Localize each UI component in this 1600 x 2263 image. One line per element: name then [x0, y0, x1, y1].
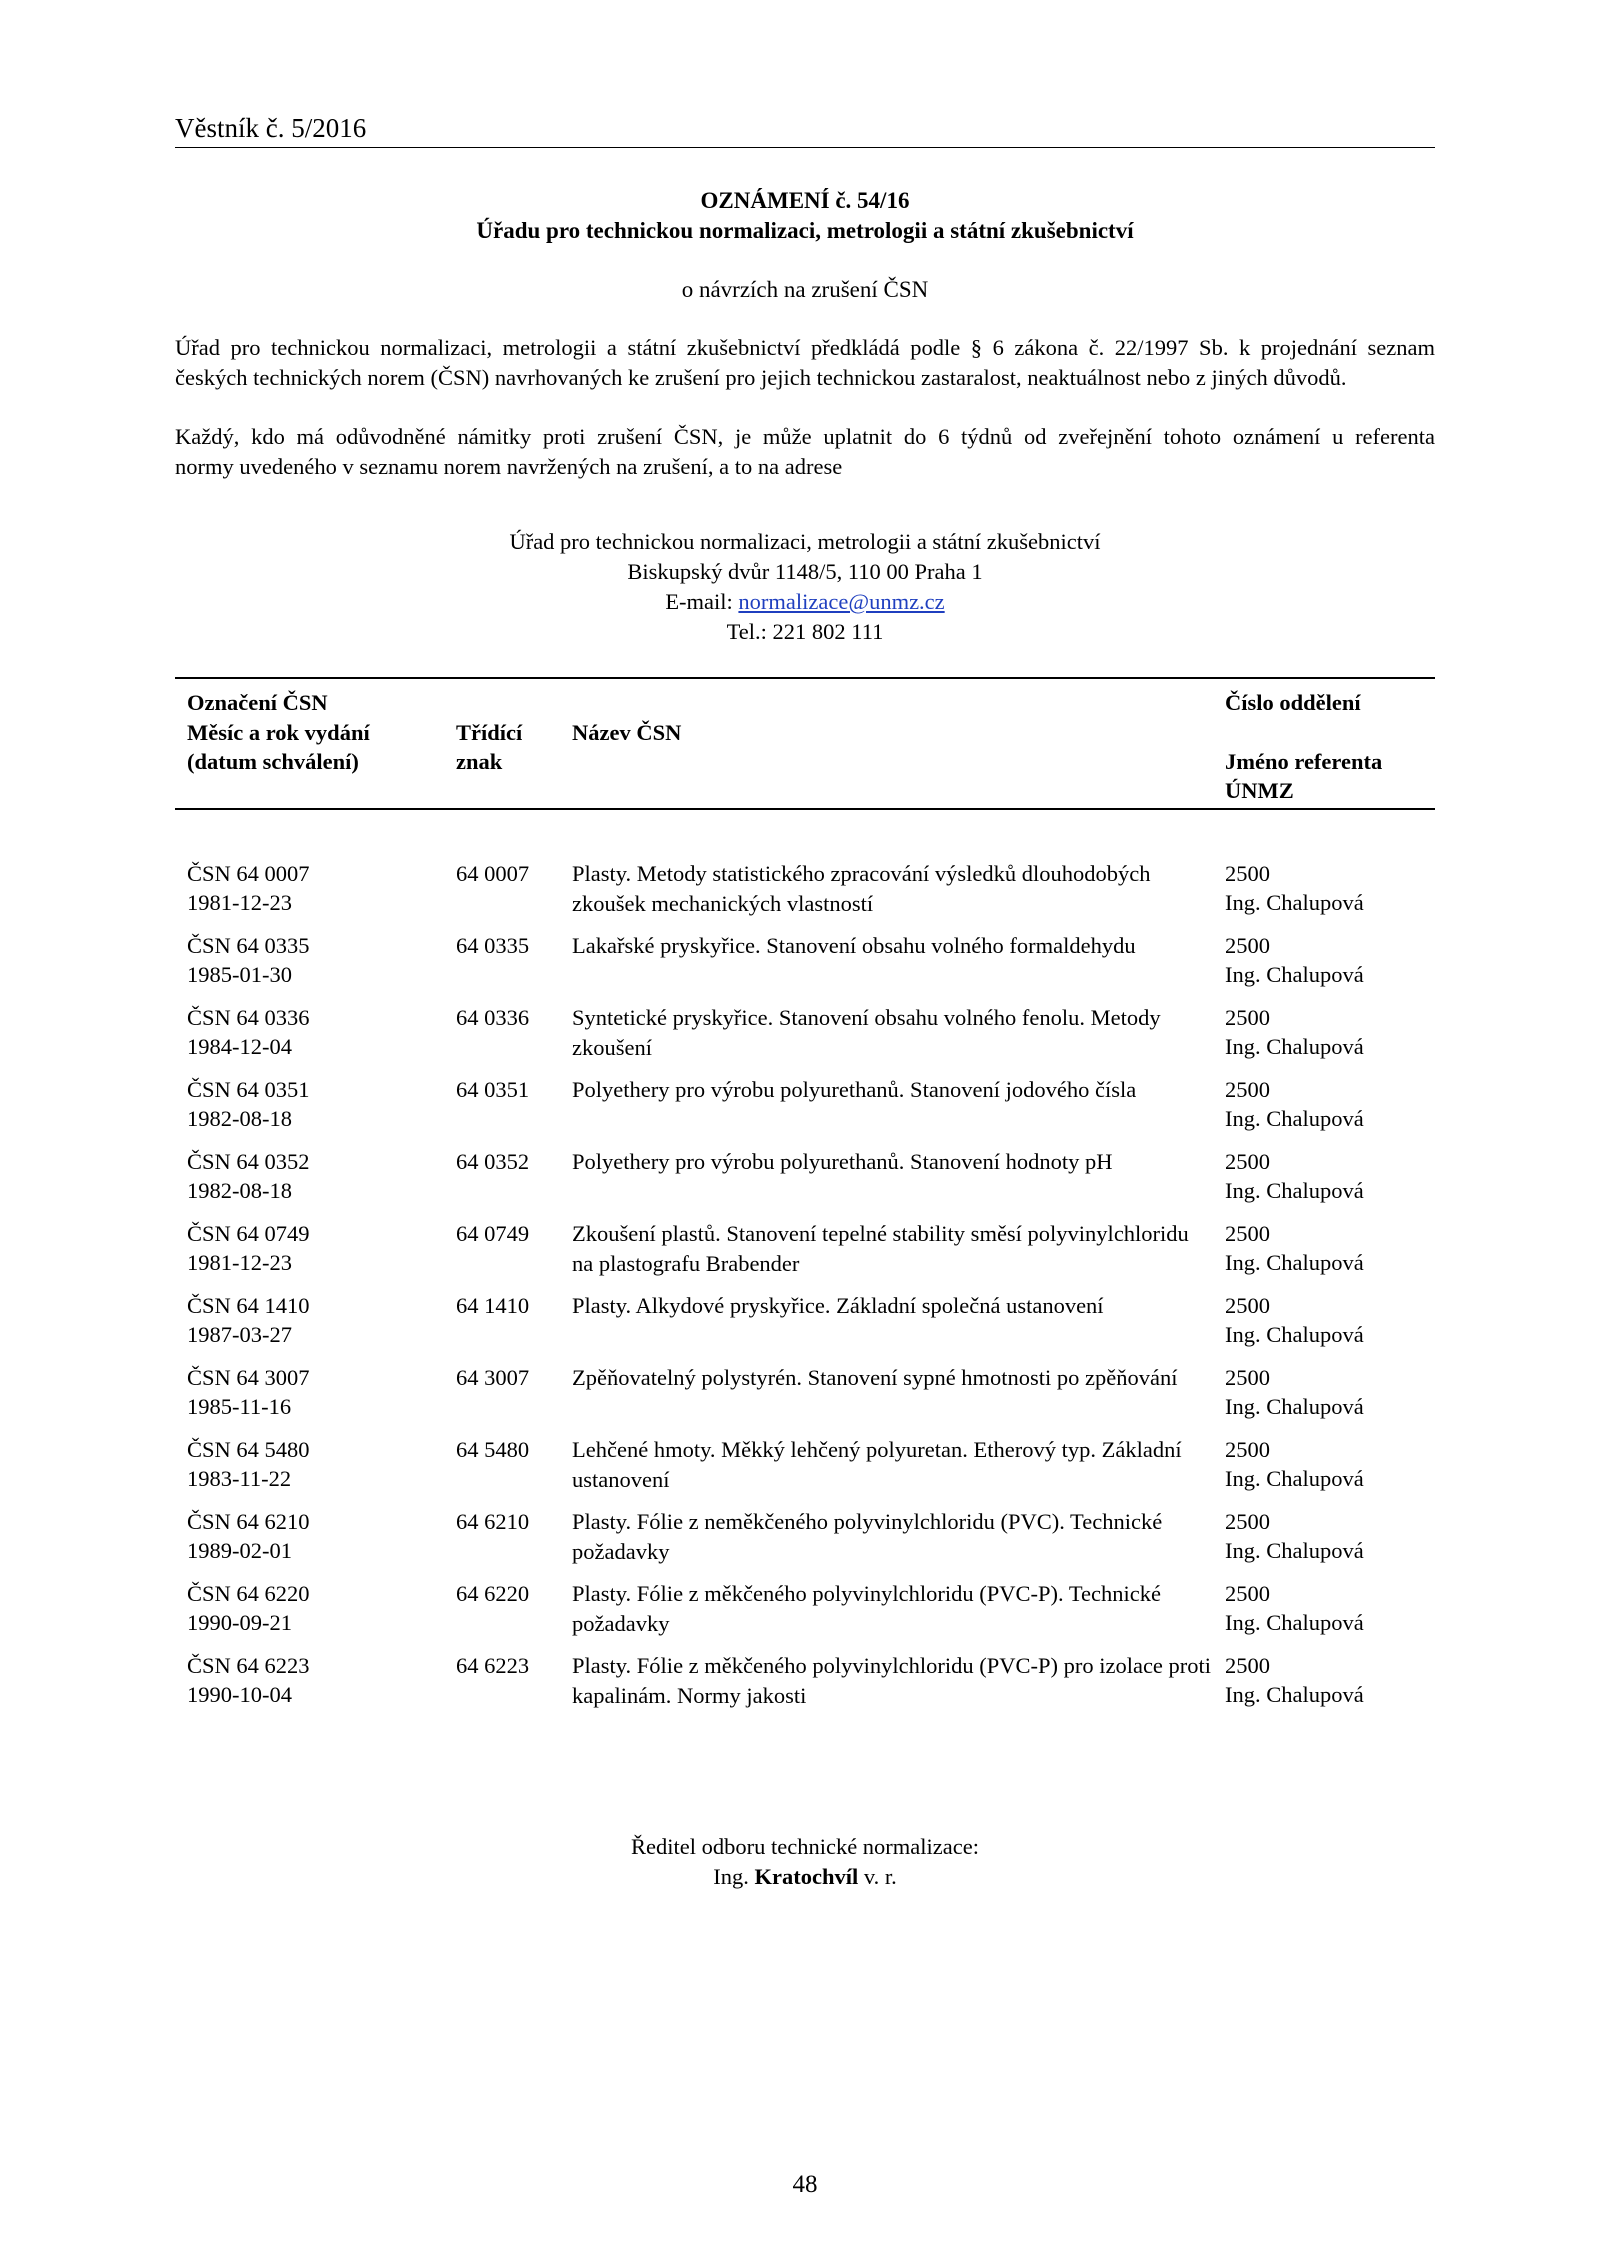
- table-row: [0, 1003, 1600, 1075]
- header-department: Číslo oddělení: [1225, 690, 1361, 715]
- notice-subject: o návrzích na zrušení ČSN: [681, 277, 929, 302]
- table-row: [0, 931, 1600, 1003]
- table-row: [0, 1651, 1600, 1723]
- sort-code: 64 0351: [456, 1077, 530, 1102]
- referent-name: Ing. Chalupová: [1225, 890, 1364, 915]
- table-row: [0, 1147, 1600, 1219]
- department-number: 2500: [1225, 1149, 1270, 1174]
- csn-number: ČSN 64 1410: [187, 1293, 310, 1318]
- referent-name: Ing. Chalupová: [1225, 1034, 1364, 1059]
- department-number: 2500: [1225, 1581, 1270, 1606]
- header-referent: Jméno referenta: [1225, 749, 1383, 774]
- referent-name: Ing. Chalupová: [1225, 962, 1364, 987]
- email-label: E-mail:: [665, 589, 739, 614]
- standard-title: Plasty. Fólie z měkčeného polyvinylchloridu (PVC-P). Technické požadavky: [572, 1581, 1161, 1636]
- issue-date: 1989-02-01: [187, 1538, 292, 1563]
- address-street: Biskupský dvůr 1148/5, 110 00 Praha 1: [627, 559, 983, 584]
- csn-number: ČSN 64 0335: [187, 933, 310, 958]
- table-row: [0, 859, 1600, 931]
- sort-code: 64 0336: [456, 1005, 530, 1030]
- sort-code: 64 0335: [456, 933, 530, 958]
- signature-role: Ředitel odboru technické normalizace:: [631, 1834, 979, 1859]
- sort-code: 64 0007: [456, 861, 530, 886]
- header-approval-date: (datum schválení): [187, 749, 359, 774]
- header-unmz: ÚNMZ: [1225, 778, 1294, 803]
- department-number: 2500: [1225, 933, 1270, 958]
- table-row: [0, 1291, 1600, 1363]
- referent-name: Ing. Chalupová: [1225, 1394, 1364, 1419]
- csn-number: ČSN 64 6223: [187, 1653, 310, 1678]
- header-rule: [175, 147, 1435, 148]
- sort-code: 64 5480: [456, 1437, 530, 1462]
- csn-number: ČSN 64 3007: [187, 1365, 310, 1390]
- referent-name: Ing. Chalupová: [1225, 1106, 1364, 1131]
- referent-name: Ing. Chalupová: [1225, 1466, 1364, 1491]
- issue-date: 1987-03-27: [187, 1322, 292, 1347]
- standard-title: Plasty. Fólie z neměkčeného polyvinylchloridu (PVC). Technické požadavky: [572, 1509, 1163, 1564]
- standard-title: Zkoušení plastů. Stanovení tepelné stability směsí polyvinylchloridu na plastografu Brabender: [572, 1221, 1189, 1276]
- table-row: [0, 1507, 1600, 1579]
- issue-date: 1990-10-04: [187, 1682, 292, 1707]
- table-row: [0, 1363, 1600, 1435]
- signature-name: [175, 1862, 1435, 1892]
- issue-date: 1983-11-22: [187, 1466, 292, 1491]
- address-phone: Tel.: 221 802 111: [726, 619, 884, 644]
- department-number: 2500: [1225, 1077, 1270, 1102]
- address-email-line: [175, 587, 1435, 617]
- standard-title: Lakařské pryskyřice. Stanovení obsahu volného formaldehydu: [572, 933, 1136, 958]
- csn-number: ČSN 64 0352: [187, 1149, 310, 1174]
- csn-number: ČSN 64 0351: [187, 1077, 310, 1102]
- standard-title: Polyethery pro výrobu polyurethanů. Stanovení hodnoty pH: [572, 1149, 1113, 1174]
- issue-date: 1985-01-30: [187, 962, 292, 987]
- address-name: Úřad pro technickou normalizaci, metrologii a státní zkušebnictví: [509, 529, 1101, 554]
- department-number: 2500: [1225, 1221, 1270, 1246]
- referent-name: Ing. Chalupová: [1225, 1610, 1364, 1635]
- sort-code: 64 3007: [456, 1365, 530, 1390]
- department-number: 2500: [1225, 1653, 1270, 1678]
- issue-date: 1985-11-16: [187, 1394, 292, 1419]
- standard-title: Lehčené hmoty. Měkký lehčený polyuretan. Etherový typ. Základní ustanovení: [572, 1437, 1182, 1492]
- objection-paragraph: [175, 422, 1435, 482]
- table-row: [0, 1579, 1600, 1651]
- sort-code: 64 6223: [456, 1653, 530, 1678]
- table-header-rule: [175, 808, 1435, 810]
- email-link[interactable]: normalizace@unmz.cz: [738, 589, 945, 614]
- running-head: Věstník č. 5/2016: [175, 113, 367, 143]
- intro-paragraph-line: Úřad pro technickou normalizaci, metrologii a státní zkušebnictví předkládá podle § 6 zákona č. 22/1997 Sb. k projednání seznam: [175, 335, 1435, 360]
- issue-date: 1984-12-04: [187, 1034, 292, 1059]
- signature-suffix: v. r.: [858, 1864, 897, 1889]
- department-number: 2500: [1225, 1365, 1270, 1390]
- header-csn: Označení ČSN: [187, 690, 328, 715]
- sort-code: 64 6210: [456, 1509, 530, 1534]
- table-row: [0, 1075, 1600, 1147]
- objection-paragraph-line: normy uvedeného v seznamu norem navržených na zrušení, a to na adrese: [175, 454, 843, 479]
- csn-number: ČSN 64 6220: [187, 1581, 310, 1606]
- csn-number: ČSN 64 0749: [187, 1221, 310, 1246]
- table-row: [0, 1219, 1600, 1291]
- notice-authority: Úřadu pro technickou normalizaci, metrologii a státní zkušebnictví: [476, 218, 1134, 243]
- notice-title: OZNÁMENÍ č. 54/16: [700, 188, 910, 213]
- address-block: [175, 527, 1435, 647]
- issue-date: 1990-09-21: [187, 1610, 292, 1635]
- csn-number: ČSN 64 0007: [187, 861, 310, 886]
- issue-date: 1981-12-23: [187, 1250, 292, 1275]
- department-number: 2500: [1225, 861, 1270, 886]
- csn-number: ČSN 64 6210: [187, 1509, 310, 1534]
- standard-title: Syntetické pryskyřice. Stanovení obsahu volného fenolu. Metody zkoušení: [572, 1005, 1161, 1060]
- header-issue-date: Měsíc a rok vydání: [187, 720, 370, 745]
- csn-number: ČSN 64 0336: [187, 1005, 310, 1030]
- referent-name: Ing. Chalupová: [1225, 1178, 1364, 1203]
- standard-title: Polyethery pro výrobu polyurethanů. Stanovení jodového čísla: [572, 1077, 1137, 1102]
- department-number: 2500: [1225, 1509, 1270, 1534]
- issue-date: 1982-08-18: [187, 1106, 292, 1131]
- signature-block: [175, 1832, 1435, 1892]
- intro-paragraph: [175, 333, 1435, 393]
- header-sort-code: Třídící: [456, 720, 523, 745]
- referent-name: Ing. Chalupová: [1225, 1682, 1364, 1707]
- page-number: 48: [792, 2171, 818, 2198]
- header-title: Název ČSN: [572, 720, 682, 745]
- objection-paragraph-line: Každý, kdo má odůvodněné námitky proti zrušení ČSN, je může uplatnit do 6 týdnů od zveřejnění tohoto oznámení u referenta: [175, 424, 1435, 449]
- standard-title: Zpěňovatelný polystyrén. Stanovení sypné hmotnosti po zpěňování: [572, 1365, 1178, 1390]
- signature-title: Ing.: [713, 1864, 755, 1889]
- sort-code: 64 6220: [456, 1581, 530, 1606]
- standard-title: Plasty. Metody statistického zpracování výsledků dlouhodobých zkoušek mechanických vlastností: [572, 861, 1151, 916]
- issue-date: 1981-12-23: [187, 890, 292, 915]
- header-sort-code-2: znak: [456, 749, 503, 774]
- sort-code: 64 0749: [456, 1221, 530, 1246]
- intro-paragraph-line: českých technických norem (ČSN) navrhovaných ke zrušení pro jejich technickou zastaralost, neaktuálnost nebo z jiných důvodů.: [175, 365, 1347, 390]
- department-number: 2500: [1225, 1293, 1270, 1318]
- referent-name: Ing. Chalupová: [1225, 1538, 1364, 1563]
- department-number: 2500: [1225, 1005, 1270, 1030]
- sort-code: 64 1410: [456, 1293, 530, 1318]
- signature-surname: Kratochvíl: [754, 1864, 859, 1889]
- referent-name: Ing. Chalupová: [1225, 1322, 1364, 1347]
- csn-number: ČSN 64 5480: [187, 1437, 310, 1462]
- referent-name: Ing. Chalupová: [1225, 1250, 1364, 1275]
- standard-title: Plasty. Alkydové pryskyřice. Základní společná ustanovení: [572, 1293, 1104, 1318]
- table-row: [0, 1435, 1600, 1507]
- department-number: 2500: [1225, 1437, 1270, 1462]
- issue-date: 1982-08-18: [187, 1178, 292, 1203]
- sort-code: 64 0352: [456, 1149, 530, 1174]
- table-top-rule: [175, 677, 1435, 679]
- standard-title: Plasty. Fólie z měkčeného polyvinylchloridu (PVC-P) pro izolace proti kapalinám. Normy jakosti: [572, 1653, 1212, 1708]
